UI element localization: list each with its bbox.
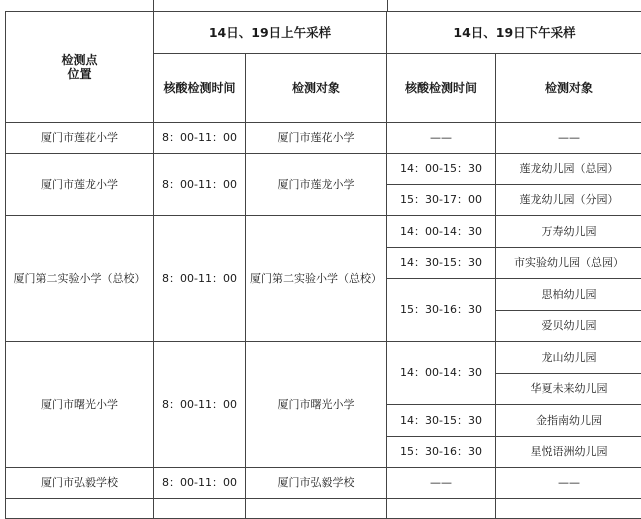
pm-target-cell: 莲龙幼儿园（总园） [496,154,641,185]
pm-target-cell: 市实验幼儿园（总园） [496,248,641,279]
am-time-cell [154,499,246,519]
afternoon-time-header: 核酸检测时间 [387,54,496,123]
pm-target-cell [496,499,641,519]
pm-time-cell: 14：30-15：30 [387,248,496,279]
pm-time-cell: 15：30-16：30 [387,279,496,342]
header-row [6,12,641,54]
pm-time-cell: —— [387,468,496,499]
location-cell: 厦门市曙光小学 [6,342,154,468]
am-target-cell: 厦门第二实验小学（总校） [246,216,387,342]
table-row [6,342,641,374]
top-divider-tick [153,0,154,11]
sampling-schedule-table [5,11,641,519]
location-header-line2: 位置 [6,67,153,81]
pm-target-cell: —— [496,468,641,499]
location-column-header [6,12,154,123]
morning-group-header: 14日、19日上午采样 [154,12,387,54]
location-cell: 厦门第二实验小学（总校） [6,216,154,342]
pm-target-cell: 思柏幼儿园 [496,279,641,311]
am-time-cell: 8：00-11：00 [154,123,246,154]
table-row [6,468,641,499]
pm-time-cell: 14：30-15：30 [387,405,496,437]
location-cell [6,499,154,519]
pm-time-cell: —— [387,123,496,154]
pm-target-cell: —— [496,123,641,154]
pm-time-cell: 15：30-17：00 [387,185,496,216]
pm-time-cell [387,499,496,519]
am-target-cell: 厦门市弘毅学校 [246,468,387,499]
am-target-cell: 厦门市曙光小学 [246,342,387,468]
pm-time-cell: 14：00-15：30 [387,154,496,185]
pm-target-cell: 万寿幼儿园 [496,216,641,248]
pm-target-cell: 龙山幼儿园 [496,342,641,374]
afternoon-group-header: 14日、19日下午采样 [387,12,641,54]
table-row [6,154,641,185]
afternoon-target-header: 检测对象 [496,54,641,123]
pm-time-cell: 14：00-14：30 [387,216,496,248]
morning-target-header: 检测对象 [246,54,387,123]
top-divider-tick [387,0,388,11]
am-time-cell: 8：00-11：00 [154,154,246,216]
pm-target-cell: 金指南幼儿园 [496,405,641,437]
am-target-cell [246,499,387,519]
am-time-cell: 8：00-11：00 [154,468,246,499]
pm-target-cell: 星悦语洲幼儿园 [496,437,641,468]
am-target-cell: 厦门市莲龙小学 [246,154,387,216]
table-row [6,216,641,248]
location-header-line1: 检测点 [6,53,153,67]
am-time-cell: 8：00-11：00 [154,342,246,468]
table-row [6,499,641,519]
am-target-cell: 厦门市莲花小学 [246,123,387,154]
morning-time-header: 核酸检测时间 [154,54,246,123]
am-time-cell: 8：00-11：00 [154,216,246,342]
location-cell: 厦门市莲龙小学 [6,154,154,216]
location-cell: 厦门市弘毅学校 [6,468,154,499]
pm-time-cell: 15：30-16：30 [387,437,496,468]
pm-time-cell: 14：00-14：30 [387,342,496,405]
table-row [6,123,641,154]
pm-target-cell: 爱贝幼儿园 [496,311,641,342]
location-cell: 厦门市莲花小学 [6,123,154,154]
pm-target-cell: 华夏未来幼儿园 [496,374,641,405]
pm-target-cell: 莲龙幼儿园（分园） [496,185,641,216]
